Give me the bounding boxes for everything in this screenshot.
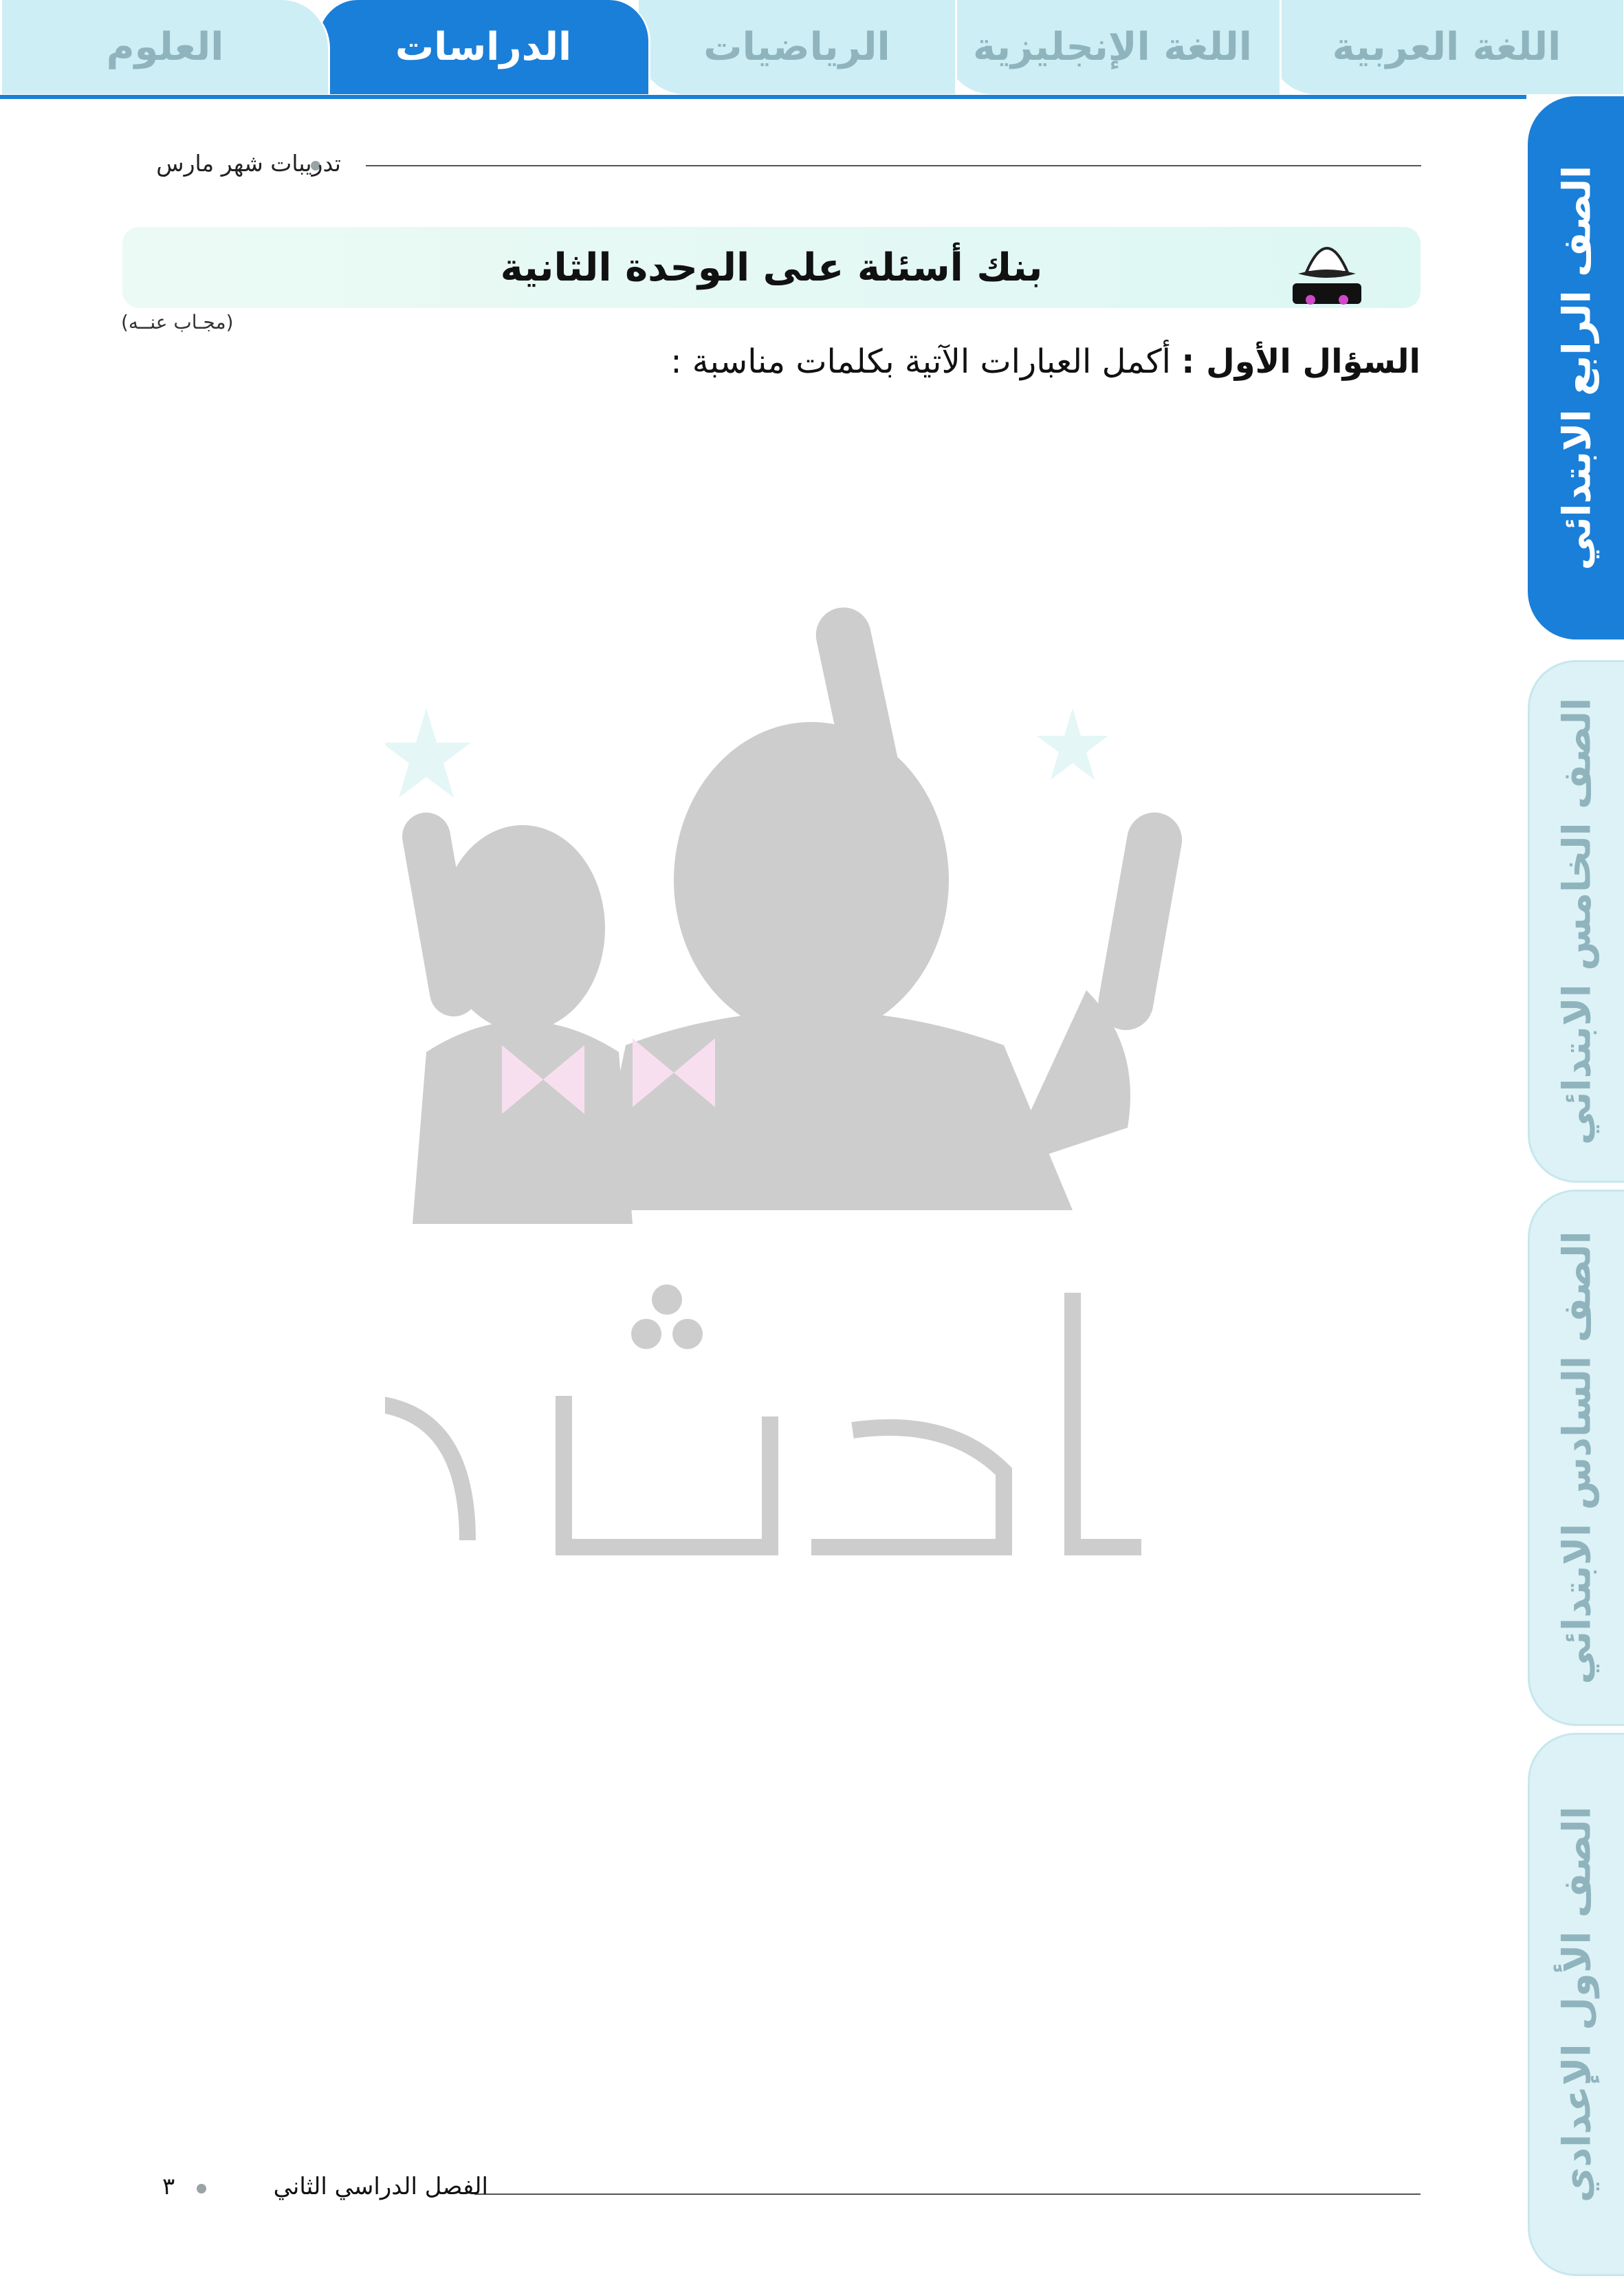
page-number: ٣ (162, 2173, 175, 2200)
question-label: السؤال الأول : (1181, 342, 1420, 381)
side-tab-prep1[interactable] (1528, 1733, 1624, 2276)
question-instruction: أكمل العبارات الآتية بكلمات مناسبة : (670, 342, 1171, 381)
children-silhouette-watermark-icon (385, 605, 1416, 1623)
side-tab-grade5[interactable] (1528, 660, 1624, 1183)
side-tab-grade6[interactable] (1528, 1190, 1624, 1726)
answered-note: (مجـاب عنــه) (121, 311, 234, 333)
page-title: بنك أسئلة على الوحدة الثانية (500, 245, 1043, 290)
tabs-underline (0, 95, 1526, 99)
tab-label: اللغة الإنجليزية (973, 25, 1252, 69)
tab-label: الرياضيات (703, 25, 890, 69)
tab-english[interactable] (943, 0, 1282, 96)
tab-label: الدراسات (395, 25, 572, 69)
footer-label: الفصل الدراسي الثاني (273, 2173, 488, 2200)
side-tab-grade4[interactable] (1528, 96, 1624, 639)
section-label: تدريبات شهر مارس (156, 150, 341, 177)
side-tab-label: الصف الأول الإعدادي (1555, 1806, 1599, 2203)
subject-tabs (0, 0, 1624, 98)
title-banner (122, 227, 1420, 308)
side-tab-label: الصف الخامس الابتدائي (1555, 697, 1599, 1146)
tab-label: العلوم (106, 25, 224, 69)
side-tab-label: الصف الرابع الابتدائي (1555, 165, 1599, 571)
tab-math[interactable] (637, 0, 957, 96)
tab-arabic[interactable] (1268, 0, 1624, 96)
footer-divider (474, 2193, 1420, 2195)
tab-label: اللغة العربية (1332, 25, 1561, 69)
side-tab-label: الصف السادس الابتدائي (1555, 1231, 1599, 1685)
wizard-hat-logo-icon (1286, 224, 1368, 311)
tab-studies[interactable] (316, 0, 650, 96)
bullet-dot-icon (197, 2184, 206, 2193)
question-heading (670, 342, 1420, 381)
tab-science[interactable] (0, 0, 330, 96)
header-divider (366, 165, 1421, 166)
